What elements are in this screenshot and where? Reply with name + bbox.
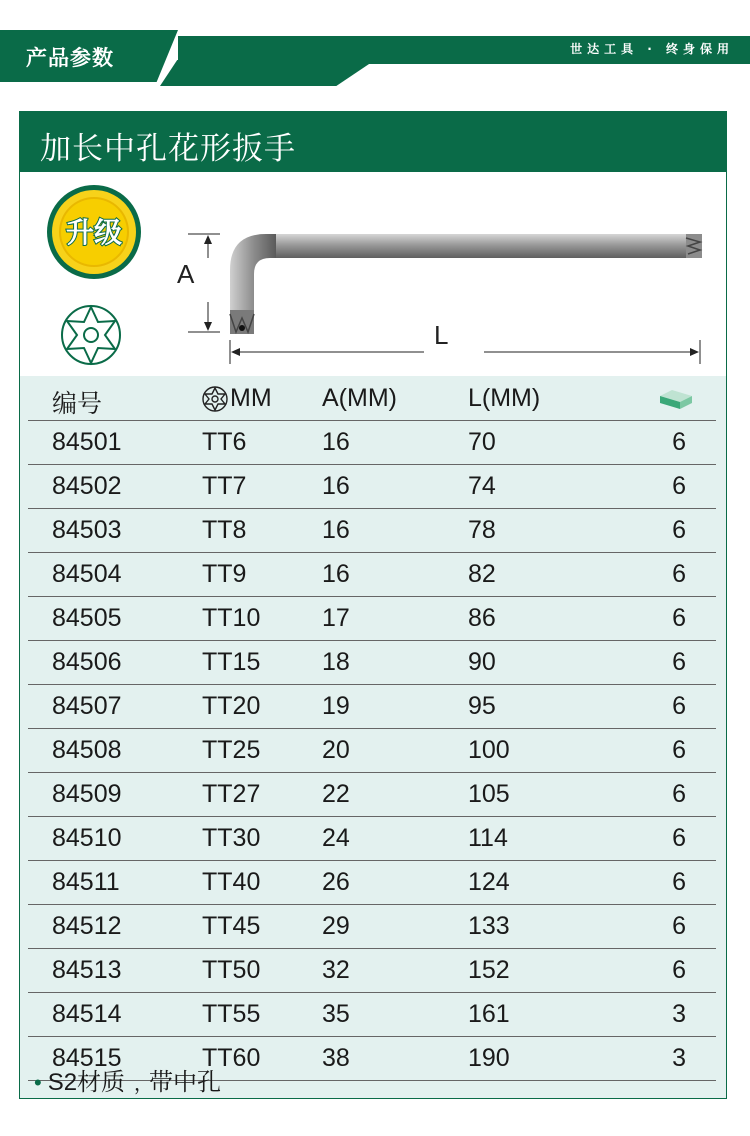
- cell-qty: 6: [672, 824, 686, 852]
- cell-qty: 6: [672, 428, 686, 456]
- cell-code: 84501: [52, 428, 122, 456]
- note-bullet: •: [34, 1070, 42, 1095]
- cell-a: 16: [322, 560, 350, 588]
- cell-code: 84508: [52, 736, 122, 764]
- product-card: [19, 111, 727, 1099]
- cell-qty: 6: [672, 692, 686, 720]
- cell-l: 90: [468, 648, 496, 676]
- cell-code: 84514: [52, 1000, 122, 1028]
- product-title: 加长中孔花形扳手: [40, 131, 296, 167]
- cell-l: 100: [468, 736, 510, 764]
- cell-size: TT20: [202, 692, 261, 720]
- cell-qty: 6: [672, 560, 686, 588]
- cell-l: 86: [468, 604, 496, 632]
- cell-l: 105: [468, 780, 510, 808]
- cell-qty: 3: [672, 1044, 686, 1072]
- cell-qty: 6: [672, 868, 686, 896]
- cell-l: 78: [468, 516, 496, 544]
- torx-star-icon: [60, 304, 122, 366]
- product-title-bar: [20, 112, 726, 172]
- section-title: 产品参数: [26, 46, 114, 70]
- header-size: [202, 384, 272, 413]
- header-l: L(MM): [468, 384, 541, 412]
- cell-qty: 6: [672, 516, 686, 544]
- cell-code: 84506: [52, 648, 122, 676]
- cell-qty: 6: [672, 648, 686, 676]
- cell-size: TT10: [202, 604, 261, 632]
- package-box-icon: [658, 388, 694, 410]
- cell-qty: 6: [672, 604, 686, 632]
- table-row: [28, 905, 716, 949]
- cell-a: 22: [322, 780, 350, 808]
- cell-code: 84513: [52, 956, 122, 984]
- spec-table: [20, 376, 726, 1081]
- cell-l: 82: [468, 560, 496, 588]
- cell-size: TT45: [202, 912, 261, 940]
- table-row: [28, 553, 716, 597]
- note-text: S2材质﹐带中孔: [47, 1069, 222, 1096]
- banner-wedge: [160, 60, 375, 86]
- upgrade-badge-icon: [46, 184, 142, 280]
- header-size-label: MM: [230, 384, 272, 412]
- cell-l: 161: [468, 1000, 510, 1028]
- cell-size: TT30: [202, 824, 261, 852]
- badge-label: 升级: [65, 216, 123, 249]
- table-row: [28, 773, 716, 817]
- table-row: [28, 685, 716, 729]
- cell-a: 16: [322, 516, 350, 544]
- cell-a: 20: [322, 736, 350, 764]
- cell-l: 95: [468, 692, 496, 720]
- dimension-a-label: A: [177, 259, 195, 289]
- cell-a: 35: [322, 1000, 350, 1028]
- cell-code: 84503: [52, 516, 122, 544]
- table-row: [28, 993, 716, 1037]
- cell-code: 84515: [52, 1044, 122, 1072]
- cell-a: 16: [322, 428, 350, 456]
- table-row: [28, 861, 716, 905]
- cell-l: 133: [468, 912, 510, 940]
- cell-size: TT6: [202, 428, 247, 456]
- cell-l: 74: [468, 472, 496, 500]
- table-row: [28, 817, 716, 861]
- cell-qty: 6: [672, 780, 686, 808]
- cell-code: 84509: [52, 780, 122, 808]
- cell-l: 190: [468, 1044, 510, 1072]
- cell-qty: 3: [672, 1000, 686, 1028]
- cell-a: 26: [322, 868, 350, 896]
- header-banner: [0, 0, 750, 90]
- table-row: [28, 465, 716, 509]
- cell-code: 84510: [52, 824, 122, 852]
- cell-a: 19: [322, 692, 350, 720]
- table-row: [28, 641, 716, 685]
- cell-a: 29: [322, 912, 350, 940]
- header-code: 编号: [52, 390, 103, 418]
- cell-size: TT25: [202, 736, 261, 764]
- cell-a: 18: [322, 648, 350, 676]
- cell-l: 70: [468, 428, 496, 456]
- brand-slogan: 世达工具 · 终身保用: [570, 42, 734, 56]
- cell-qty: 6: [672, 912, 686, 940]
- cell-l: 152: [468, 956, 510, 984]
- cell-size: TT55: [202, 1000, 261, 1028]
- table-header-row: [28, 376, 716, 421]
- cell-size: TT27: [202, 780, 261, 808]
- dimension-l-label: L: [434, 320, 449, 350]
- cell-a: 16: [322, 472, 350, 500]
- cell-code: 84507: [52, 692, 122, 720]
- product-figure: [20, 172, 726, 376]
- cell-a: 38: [322, 1044, 350, 1072]
- table-row: [28, 729, 716, 773]
- cell-code: 84511: [52, 868, 120, 896]
- cell-code: 84512: [52, 912, 122, 940]
- table-row: [28, 509, 716, 553]
- cell-a: 32: [322, 956, 350, 984]
- header-a: A(MM): [322, 384, 397, 412]
- table-row: [28, 949, 716, 993]
- cell-code: 84504: [52, 560, 122, 588]
- cell-code: 84502: [52, 472, 122, 500]
- cell-qty: 6: [672, 956, 686, 984]
- table-row: [28, 421, 716, 465]
- cell-size: TT8: [202, 516, 247, 544]
- cell-size: TT50: [202, 956, 261, 984]
- cell-size: TT15: [202, 648, 261, 676]
- wrench-drawing: [180, 192, 720, 374]
- cell-a: 24: [322, 824, 350, 852]
- table-row: [28, 597, 716, 641]
- cell-size: TT9: [202, 560, 247, 588]
- cell-qty: 6: [672, 472, 686, 500]
- cell-size: TT40: [202, 868, 261, 896]
- cell-size: TT7: [202, 472, 247, 500]
- torx-star-icon: [202, 386, 228, 412]
- cell-l: 114: [468, 824, 508, 852]
- cell-qty: 6: [672, 736, 686, 764]
- cell-code: 84505: [52, 604, 122, 632]
- cell-l: 124: [468, 868, 510, 896]
- cell-size: TT60: [202, 1044, 261, 1072]
- material-note: [34, 1062, 221, 1097]
- cell-a: 17: [322, 604, 350, 632]
